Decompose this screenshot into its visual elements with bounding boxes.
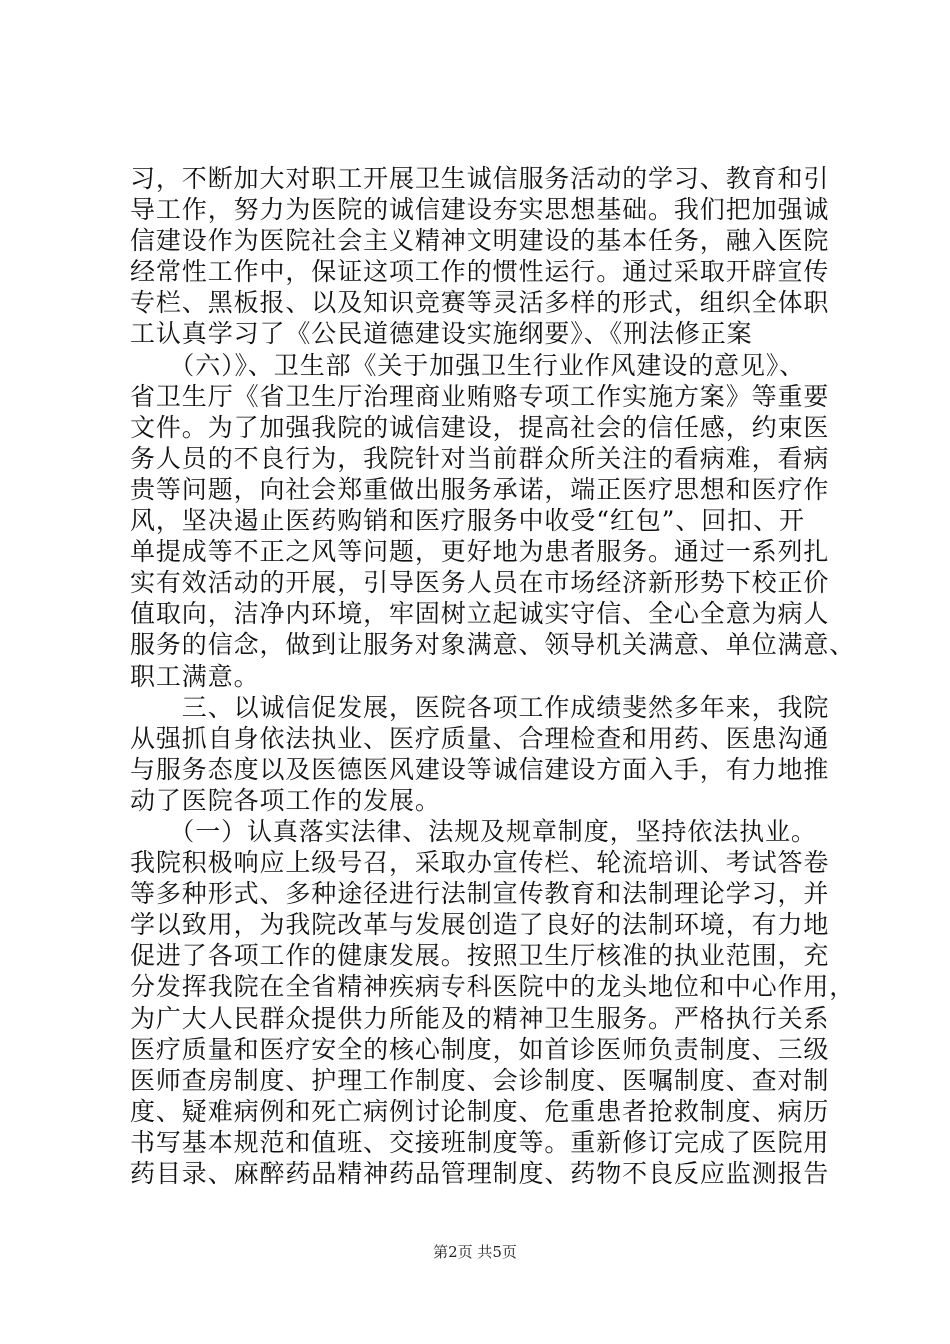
text-line: 经常性工作中，保证这项工作的惯性运行。通过采取开辟宣传 <box>130 257 830 287</box>
text-line: 实有效活动的开展，引导医务人员在市场经济新形势下校正价 <box>130 568 830 598</box>
text-line: 医疗质量和医疗安全的核心制度，如首诊医师负责制度、三级 <box>130 1034 830 1064</box>
text-line: 习，不断加大对职工开展卫生诚信服务活动的学习、教育和引 <box>130 164 830 193</box>
text-line: 度、疑难病例和死亡病例讨论制度、危重患者抢救制度、病历 <box>130 1096 830 1126</box>
text-line: 学以致用，为我院改革与发展创造了良好的法制环境，有力地 <box>130 910 830 940</box>
text-line: 与服务态度以及医德医风建设等诚信建设方面入手，有力地推 <box>130 754 830 784</box>
text-line: 动了医院各项工作的发展。 <box>130 785 441 815</box>
text-line: 等多种形式、多种途径进行法制宣传教育和法制理论学习，并 <box>130 879 830 909</box>
text-line: 值取向，洁净内环境，牢固树立起诚实守信、全心全意为病人 <box>130 599 830 629</box>
text-line: 分发挥我院在全省精神疾病专科医院中的龙头地位和中心作用， <box>130 972 856 1002</box>
text-line: （一）认真落实法律、法规及规章制度，坚持依法执业。 <box>130 816 817 846</box>
page-number-label: 第2页 共5页 <box>433 1243 517 1261</box>
text-line: 省卫生厅《省卫生厅治理商业贿赂专项工作实施方案》等重要 <box>130 381 830 411</box>
text-line: 三、以诚信促发展，医院各项工作成绩斐然多年来，我院 <box>130 692 830 722</box>
text-line: 书写基本规范和值班、交接班制度等。重新修订完成了医院用 <box>130 1127 830 1157</box>
text-line: 为广大人民群众提供力所能及的精神卫生服务。严格执行关系 <box>130 1003 830 1033</box>
text-line: 工认真学习了《公民道德建设实施纲要》、《刑法修正案 <box>130 319 753 349</box>
text-line: 从强抓自身依法执业、医疗质量、合理检查和用药、医患沟通 <box>130 723 830 753</box>
text-line: （六）》、卫生部《关于加强卫生行业作风建设的意见》、 <box>130 350 806 380</box>
text-line: 药目录、麻醉药品精神药品管理制度、药物不良反应监测报告 <box>130 1159 830 1188</box>
text-line: 单提成等不正之风等问题，更好地为患者服务。通过一系列扎 <box>130 537 830 567</box>
text-line: 贵等问题，向社会郑重做出服务承诺，端正医疗思想和医疗作 <box>130 474 830 504</box>
text-line: 促进了各项工作的健康发展。按照卫生厅核准的执业范围，充 <box>130 941 830 971</box>
document-body <box>130 163 856 1189</box>
text-line: 风，坚决遏止医药购销和医疗服务中收受“红包”、回扣、开 <box>130 506 805 536</box>
text-line: 导工作，努力为医院的诚信建设夯实思想基础。我们把加强诚 <box>130 195 830 225</box>
text-line: 服务的信念，做到让服务对象满意、领导机关满意、单位满意、 <box>130 630 856 660</box>
page-footer <box>0 1241 950 1262</box>
text-line: 信建设作为医院社会主义精神文明建设的基本任务，融入医院 <box>130 226 830 256</box>
text-line: 文件。为了加强我院的诚信建设，提高社会的信任感，约束医 <box>130 412 830 442</box>
text-line: 职工满意。 <box>130 661 260 691</box>
text-line: 务人员的不良行为，我院针对当前群众所关注的看病难，看病 <box>130 443 830 473</box>
text-line: 我院积极响应上级号召，采取办宣传栏、轮流培训、考试答卷 <box>130 848 830 878</box>
text-line: 专栏、黑板报、以及知识竞赛等灵活多样的形式，组织全体职 <box>130 288 830 318</box>
text-line: 医师查房制度、护理工作制度、会诊制度、医嘱制度、查对制 <box>130 1065 830 1095</box>
